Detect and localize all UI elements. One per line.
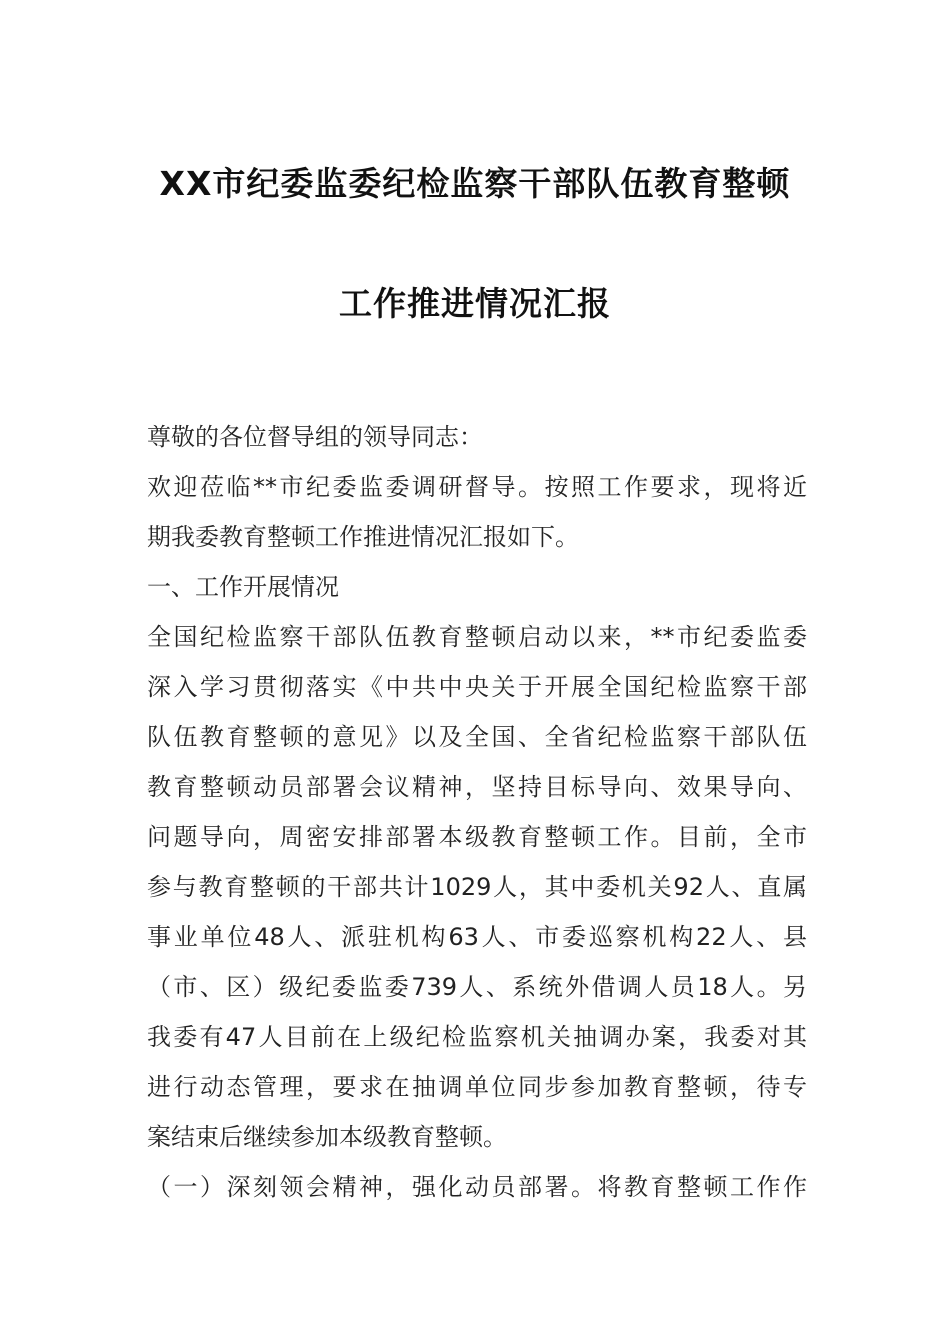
paragraph-line: 队伍教育整顿的意见》以及全国、全省纪检监察干部队伍 bbox=[147, 723, 807, 751]
salutation: 尊敬的各位督导组的领导同志： bbox=[147, 423, 483, 451]
document-title-line-1: XX市纪委监委纪检监察干部队伍教育整顿 bbox=[159, 164, 791, 203]
paragraph-line: 全国纪检监察干部队伍教育整顿启动以来，**市纪委监委 bbox=[147, 623, 807, 651]
paragraph-line: 事业单位48人、派驻机构63人、市委巡察机构22人、县 bbox=[147, 923, 807, 951]
paragraph-line: （市、区）级纪委监委739人、系统外借调人员18人。另 bbox=[147, 973, 807, 1001]
subsection-line: （一）深刻领会精神，强化动员部署。将教育整顿工作作 bbox=[147, 1173, 807, 1201]
intro-line: 期我委教育整顿工作推进情况汇报如下。 bbox=[147, 523, 579, 551]
document-body bbox=[147, 412, 807, 1212]
paragraph-line: 教育整顿动员部署会议精神，坚持目标导向、效果导向、 bbox=[147, 773, 807, 801]
paragraph-line: 我委有47人目前在上级纪检监察机关抽调办案，我委对其 bbox=[147, 1023, 807, 1051]
intro-line: 欢迎莅临**市纪委监委调研督导。按照工作要求，现将近 bbox=[147, 473, 807, 501]
paragraph-line: 进行动态管理，要求在抽调单位同步参加教育整顿，待专 bbox=[147, 1073, 807, 1101]
document-title-line-2: 工作推进情况汇报 bbox=[339, 284, 611, 323]
paragraph-line: 深入学习贯彻落实《中共中央关于开展全国纪检监察干部 bbox=[147, 673, 807, 701]
paragraph-line: 参与教育整顿的干部共计1029人，其中委机关92人、直属 bbox=[147, 873, 807, 901]
paragraph-line: 问题导向，周密安排部署本级教育整顿工作。目前，全市 bbox=[147, 823, 807, 851]
paragraph-line: 案结束后继续参加本级教育整顿。 bbox=[147, 1123, 507, 1151]
section-heading: 一、工作开展情况 bbox=[147, 573, 339, 601]
